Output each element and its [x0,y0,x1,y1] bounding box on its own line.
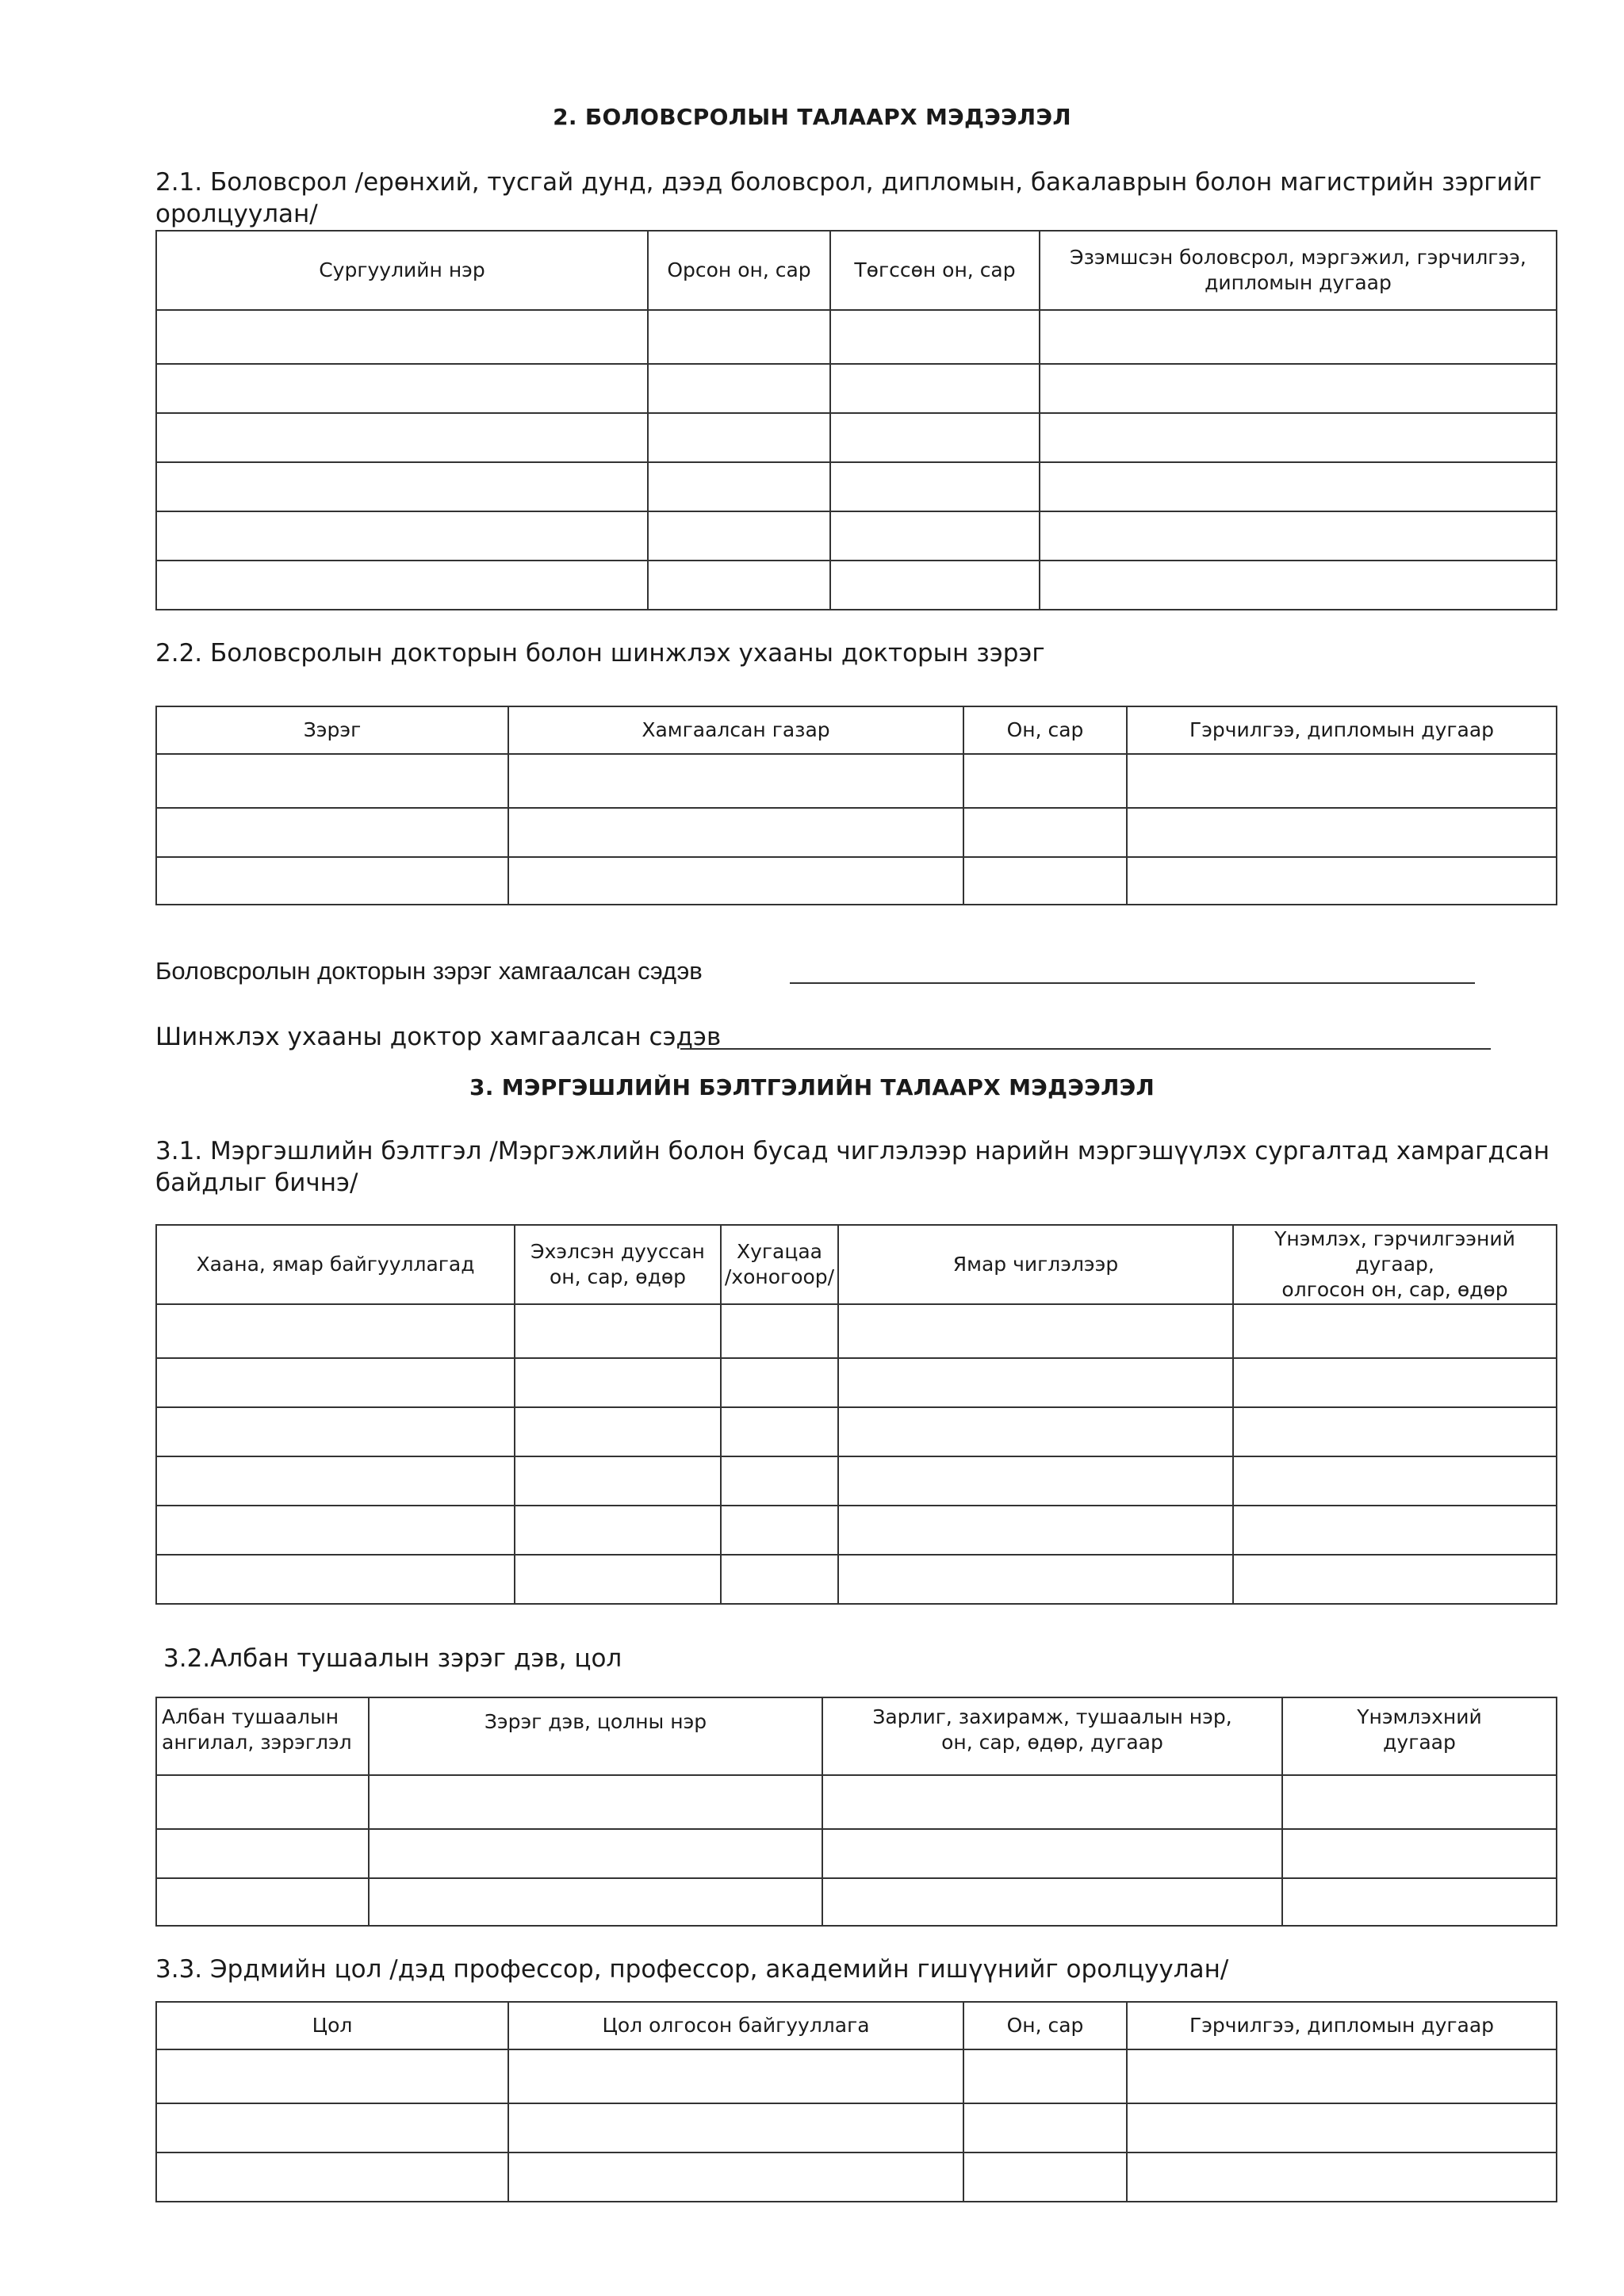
table-cell[interactable] [156,1555,515,1604]
table-cell[interactable] [1040,462,1557,511]
table-cell[interactable] [156,364,648,413]
table-cell[interactable] [648,462,830,511]
table-row [156,511,1557,561]
table-cell[interactable] [1127,857,1557,905]
table-row [156,364,1557,413]
col-duration-line2: /хоногоор/ [724,1265,835,1288]
table-cell[interactable] [156,413,648,462]
table-cell[interactable] [1127,2152,1557,2202]
table-cell[interactable] [838,1407,1233,1456]
table-cell[interactable] [721,1304,838,1358]
table-row [156,2152,1557,2202]
table-cell[interactable] [963,2103,1127,2152]
col-degree: Зэрэг [156,706,508,754]
col-start-end-line2: он, сар, өдөр [549,1265,687,1288]
s21-label-line1: 2.1. Боловсрол /ерөнхий, тусгай дунд, дээд боловсрол, дипломын, бакалаврын болон магистрийн зэргийг [155,168,1542,197]
col-where-organization: Хаана, ямар байгууллагад [156,1225,515,1304]
table-cell[interactable] [830,511,1040,561]
table-row [156,1775,1557,1829]
table-cell[interactable] [515,1304,721,1358]
table-cell[interactable] [648,364,830,413]
table-row [156,2049,1557,2103]
table-cell[interactable] [508,754,963,808]
table-cell[interactable] [963,808,1127,857]
table-cell[interactable] [1127,2049,1557,2103]
table-cell[interactable] [156,1775,369,1829]
rank-table [155,1697,1557,1927]
table-row [156,462,1557,511]
col-degree-diploma-line2: дипломын дугаар [1205,271,1392,294]
section-2-title: 2. БОЛОВСРОЛЫН ТАЛААРХ МЭДЭЭЛЭЛ [553,104,1071,130]
col-id-number-line1: Үнэмлэхний [1357,1705,1482,1728]
col-degree-diploma [1040,231,1557,310]
col-certificate-date-line1: Үнэмлэх, гэрчилгээний дугаар, [1274,1227,1515,1276]
col-position-category-line2: ангилал, зэрэглэл [162,1731,352,1754]
col-id-number-line2: дугаар [1383,1731,1456,1754]
table-cell[interactable] [838,1358,1233,1407]
table-cell[interactable] [838,1456,1233,1506]
thesis-sci-line[interactable] [680,1048,1491,1050]
table-cell[interactable] [1233,1358,1557,1407]
table-cell[interactable] [1233,1555,1557,1604]
table-cell[interactable] [1040,310,1557,364]
table-cell[interactable] [156,462,648,511]
table-cell[interactable] [721,1407,838,1456]
table-cell[interactable] [156,2152,508,2202]
table-row [156,1407,1557,1456]
table-row [156,413,1557,462]
col-entered-date: Орсон он, сар [648,231,830,310]
training-header-row [156,1225,1557,1304]
table-row [156,561,1557,610]
training-table [155,1224,1557,1605]
table-cell[interactable] [963,2152,1127,2202]
table-cell[interactable] [721,1506,838,1555]
table-cell[interactable] [1233,1304,1557,1358]
table-cell[interactable] [156,2103,508,2152]
table-cell[interactable] [508,2103,963,2152]
col-degree-diploma-line1: Эзэмшсэн боловсрол, мэргэжил, гэрчилгээ, [1070,246,1526,269]
s31-label-line2: байдлыг бичнэ/ [155,1169,358,1197]
thesis-edu-line[interactable] [790,982,1475,984]
table-cell[interactable] [508,808,963,857]
table-cell[interactable] [156,2049,508,2103]
academic-title-header-row [156,2002,1557,2049]
col-year-month: Он, сар [963,2002,1127,2049]
table-cell[interactable] [721,1555,838,1604]
col-year-month: Он, сар [963,706,1127,754]
table-row [156,754,1557,808]
table-cell[interactable] [1127,754,1557,808]
doctorate-table [155,706,1557,905]
col-field: Ямар чиглэлээр [838,1225,1233,1304]
table-cell[interactable] [1233,1506,1557,1555]
table-cell[interactable] [156,1407,515,1456]
table-cell[interactable] [156,1506,515,1555]
table-row [156,857,1557,905]
academic-title-table [155,2001,1557,2202]
table-row [156,1878,1557,1926]
col-duration-line1: Хугацаа [736,1240,823,1263]
table-cell[interactable] [515,1555,721,1604]
col-position-category-line1: Албан тушаалын [162,1705,339,1728]
table-cell[interactable] [156,310,648,364]
table-cell[interactable] [830,310,1040,364]
table-row [156,310,1557,364]
table-cell[interactable] [1282,1878,1557,1926]
table-cell[interactable] [648,413,830,462]
table-cell[interactable] [838,1304,1233,1358]
col-title: Цол [156,2002,508,2049]
table-cell[interactable] [156,754,508,808]
col-start-end-line1: Эхэлсэн дууссан [530,1240,705,1263]
table-cell[interactable] [508,2049,963,2103]
table-cell[interactable] [830,413,1040,462]
table-cell[interactable] [721,1456,838,1506]
table-cell[interactable] [1040,511,1557,561]
table-cell[interactable] [963,754,1127,808]
table-cell[interactable] [830,561,1040,610]
table-cell[interactable] [369,1829,822,1878]
col-id-number [1282,1697,1557,1775]
table-cell[interactable] [1040,561,1557,610]
table-cell[interactable] [1040,413,1557,462]
table-cell[interactable] [156,1304,515,1358]
col-defended-place: Хамгаалсан газар [508,706,963,754]
table-cell[interactable] [648,310,830,364]
col-duration [721,1225,838,1304]
table-cell[interactable] [648,561,830,610]
table-row [156,808,1557,857]
table-cell[interactable] [963,857,1127,905]
table-cell[interactable] [1282,1829,1557,1878]
table-row [156,1555,1557,1604]
s32-label: 3.2.Албан тушаалын зэрэг дэв, цол [163,1644,622,1673]
table-cell[interactable] [156,561,648,610]
table-cell[interactable] [1233,1456,1557,1506]
table-cell[interactable] [1127,2103,1557,2152]
table-cell[interactable] [156,1358,515,1407]
table-cell[interactable] [156,1829,369,1878]
table-cell[interactable] [963,2049,1127,2103]
table-row [156,1456,1557,1506]
table-cell[interactable] [369,1878,822,1926]
col-position-category [156,1697,369,1775]
table-cell[interactable] [721,1358,838,1407]
s22-label: 2.2. Боловсролын докторын болон шинжлэх ухааны докторын зэрэг [155,639,1045,668]
table-row [156,2103,1557,2152]
table-cell[interactable] [822,1775,1282,1829]
table-cell[interactable] [830,462,1040,511]
table-cell[interactable] [648,511,830,561]
col-decree [822,1697,1282,1775]
table-cell[interactable] [1040,364,1557,413]
table-cell[interactable] [515,1456,721,1506]
col-awarding-organization: Цол олгосон байгууллага [508,2002,963,2049]
table-cell[interactable] [1233,1407,1557,1456]
table-cell[interactable] [156,511,648,561]
table-cell[interactable] [830,364,1040,413]
table-row [156,1829,1557,1878]
s33-label: 3.3. Эрдмийн цол /дэд профессор, профессор, академийн гишүүнийг оролцуулан/ [155,1955,1229,1984]
table-cell[interactable] [156,857,508,905]
thesis-sci-label: Шинжлэх ухааны доктор хамгаалсан сэдэв [155,1023,722,1051]
table-cell[interactable] [369,1775,822,1829]
table-cell[interactable] [822,1878,1282,1926]
s21-label-line2: оролцуулан/ [155,200,318,228]
doctorate-header-row [156,706,1557,754]
col-start-end-date [515,1225,721,1304]
education-table [155,230,1557,610]
table-row [156,1358,1557,1407]
col-graduated-date: Төгссөн он, сар [830,231,1040,310]
table-row [156,1506,1557,1555]
table-cell[interactable] [515,1407,721,1456]
col-rank-name: Зэрэг дэв, цолны нэр [369,1697,822,1775]
s31-label-line1: 3.1. Мэргэшлийн бэлтгэл /Мэргэжлийн болон бусад чиглэлээр нарийн мэргэшүүлэх сургалтад хамрагдсан [155,1137,1550,1165]
table-cell[interactable] [1282,1775,1557,1829]
table-cell[interactable] [822,1829,1282,1878]
table-cell[interactable] [515,1358,721,1407]
col-certificate-number: Гэрчилгээ, дипломын дугаар [1127,2002,1557,2049]
col-certificate-number: Гэрчилгээ, дипломын дугаар [1127,706,1557,754]
section-3-title: 3. МЭРГЭШЛИЙН БЭЛТГЭЛИЙН ТАЛААРХ МЭДЭЭЛЭЛ [469,1074,1155,1100]
table-cell[interactable] [156,1456,515,1506]
table-cell[interactable] [1127,808,1557,857]
col-certificate-date-line2: олгосон он, сар, өдөр [1281,1278,1508,1301]
table-cell[interactable] [508,2152,963,2202]
table-cell[interactable] [838,1555,1233,1604]
table-cell[interactable] [156,808,508,857]
table-row [156,1304,1557,1358]
table-cell[interactable] [838,1506,1233,1555]
col-certificate-date [1233,1225,1557,1304]
table-cell[interactable] [508,857,963,905]
table-cell[interactable] [156,1878,369,1926]
thesis-edu-label: Боловсролын докторын зэрэг хамгаалсан сэдэв [155,957,703,985]
col-school-name: Сургуулийн нэр [156,231,648,310]
col-decree-line1: Зарлиг, захирамж, тушаалын нэр, [872,1705,1232,1728]
table-cell[interactable] [515,1506,721,1555]
rank-header-row [156,1697,1557,1775]
col-decree-line2: он, сар, өдөр, дугаар [941,1731,1163,1754]
education-header-row [156,231,1557,310]
